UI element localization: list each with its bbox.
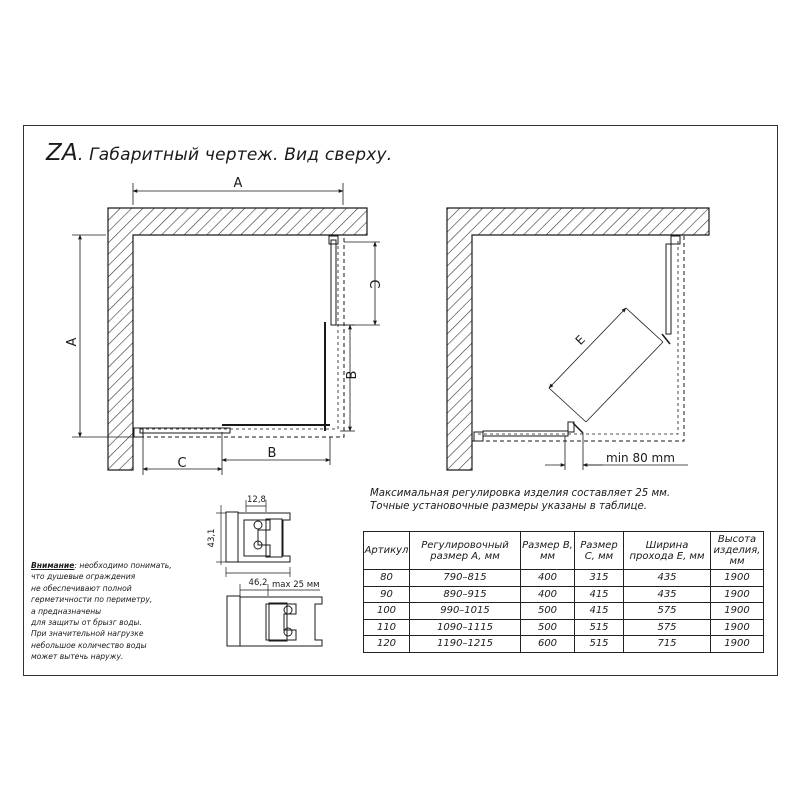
dimensions-table (363, 531, 764, 653)
cell-height: 1900 (711, 586, 764, 603)
dim-c-bottom-label: C (177, 456, 187, 471)
header-height: Высота изделия, мм (711, 532, 764, 570)
cell-size-a: 890–915 (410, 586, 521, 603)
cell-article: 120 (364, 636, 410, 653)
cell-size-c: 415 (575, 603, 624, 620)
cell-size-b: 600 (521, 636, 575, 653)
note-line-2: Точные установочные размеры указаны в таблице. (370, 501, 647, 512)
warning-line: а предназначены (31, 606, 102, 616)
dim-46-2-label: 46,2 (248, 578, 268, 588)
dim-b-bottom-label: B (267, 446, 277, 461)
cell-height: 1900 (711, 619, 764, 636)
warning-line: небольшое количество воды (31, 640, 147, 650)
note-line-1: Максимальная регулировка изделия составляет 25 мм. (370, 488, 671, 499)
title-rest: . Габаритный чертеж. Вид сверху. (77, 145, 393, 165)
left-wall-top (108, 208, 367, 470)
profile-dim-labels (207, 495, 320, 590)
header-size-c: Размер C, мм (575, 532, 624, 570)
title-prefix: ZA (46, 140, 78, 166)
cell-width-e: 435 (624, 586, 711, 603)
cell-size-c: 415 (575, 586, 624, 603)
warning-line: не обеспечивают полной (31, 583, 132, 593)
left-tray-outline (133, 235, 344, 437)
table-row (364, 619, 764, 636)
right-fixed-panel (666, 244, 671, 334)
cell-width-e: 435 (624, 570, 711, 587)
dim-43-1-label: 43,1 (207, 528, 217, 548)
header-article: Артикул (364, 532, 410, 570)
header-size-a: Регулировочный размер A, мм (410, 532, 521, 570)
dim-c-right-label: C (366, 279, 381, 289)
table-header-row (364, 532, 764, 570)
warning-line: При значительной нагрузке (31, 629, 144, 639)
dim-12-8-label: 12,8 (247, 495, 266, 505)
table-row (364, 570, 764, 587)
warning-line: может вытечь наружу. (31, 652, 124, 662)
cell-size-c: 515 (575, 636, 624, 653)
warning-line: герметичности по периметру, (31, 595, 153, 605)
warning-line: для защиты от брызг воды. (31, 618, 142, 628)
cell-size-a: 1190–1215 (410, 636, 521, 653)
warning-head: Внимание (31, 561, 75, 570)
warning-line: что душевые ограждения (31, 572, 136, 582)
cell-article: 100 (364, 603, 410, 620)
left-plan (72, 183, 380, 475)
warning-note (31, 560, 181, 663)
cell-size-b: 400 (521, 586, 575, 603)
cell-size-c: 315 (575, 570, 624, 587)
cell-size-c: 515 (575, 619, 624, 636)
profile-detail-top (216, 500, 290, 577)
min-80-label: min 80 mm (606, 451, 675, 465)
cell-width-e: 715 (624, 636, 711, 653)
cell-height: 1900 (711, 603, 764, 620)
dim-e-label: E (572, 332, 588, 348)
dim-a-left-label: A (65, 337, 80, 347)
cell-size-a: 1090–1115 (410, 619, 521, 636)
header-size-b: Размер B, мм (521, 532, 575, 570)
cell-size-b: 500 (521, 603, 575, 620)
cell-article: 110 (364, 619, 410, 636)
cell-article: 80 (364, 570, 410, 587)
cell-height: 1900 (711, 636, 764, 653)
cell-article: 90 (364, 586, 410, 603)
header-width-e: Ширина прохода E, мм (624, 532, 711, 570)
table-row (364, 636, 764, 653)
table-row (364, 586, 764, 603)
cell-size-a: 790–815 (410, 570, 521, 587)
cell-width-e: 575 (624, 619, 711, 636)
right-plan-labels (573, 333, 675, 465)
table-row (364, 603, 764, 620)
cell-size-a: 990–1015 (410, 603, 521, 620)
cell-width-e: 575 (624, 603, 711, 620)
cell-size-b: 400 (521, 570, 575, 587)
dim-b-right-label: B (345, 370, 360, 380)
profile-detail-bottom (227, 584, 322, 646)
max-25-label: max 25 мм (272, 580, 320, 590)
adjustment-note (370, 487, 670, 513)
dim-a-top-label: A (233, 176, 243, 191)
warning-line: : необходимо понимать, (74, 561, 172, 570)
left-fixed-panel (331, 240, 336, 325)
cell-size-b: 500 (521, 619, 575, 636)
cell-height: 1900 (711, 570, 764, 587)
right-fixed-panel-bottom (483, 431, 568, 436)
